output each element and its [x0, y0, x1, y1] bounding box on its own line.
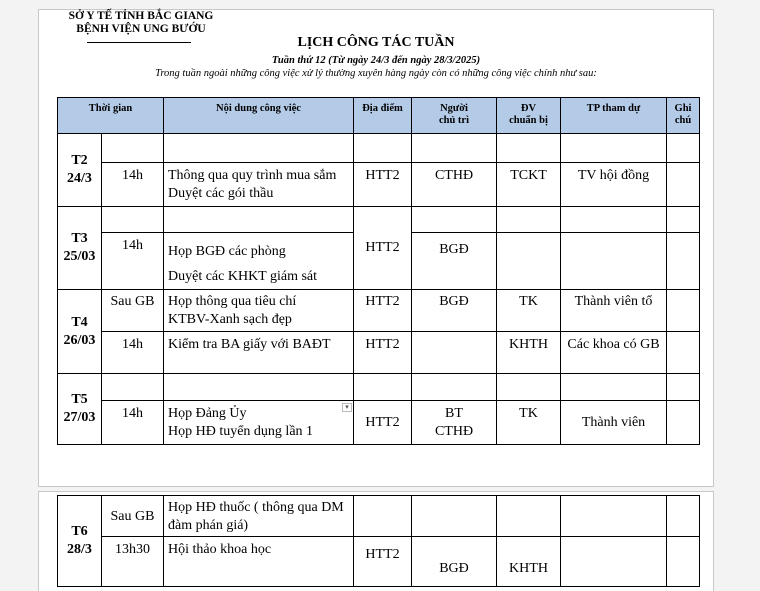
table-row [58, 163, 700, 207]
week-subtitle: Tuần thứ 12 (Từ ngày 24/3 đến ngày 28/3/2025) [271, 55, 481, 66]
content-line: Họp HĐ tuyển dụng lần 1 [168, 423, 314, 439]
header-host-line1: Người [440, 103, 468, 114]
note-cell[interactable] [667, 163, 700, 207]
table-row [58, 401, 700, 445]
empty-cell[interactable] [164, 134, 354, 163]
host-cell[interactable]: BGĐ [412, 290, 497, 332]
header-host [412, 98, 497, 134]
content-cell[interactable] [164, 290, 354, 332]
department-name: SỞ Y TẾ TỈNH BẮC GIANG [68, 10, 214, 22]
note-cell[interactable] [667, 496, 700, 537]
header-note-line1: Ghi [674, 103, 692, 114]
content-line: Họp HĐ thuốc ( thông qua DM [168, 500, 344, 515]
location-cell[interactable]: HTT2 [354, 537, 412, 587]
note-cell[interactable] [667, 401, 700, 445]
day-cell-t6 [58, 496, 102, 587]
day-label: T3 [71, 231, 88, 246]
host-line: CTHĐ [434, 423, 474, 439]
day-cell-t3 [58, 207, 102, 290]
host-cell[interactable]: CTHĐ [412, 163, 497, 207]
attend-cell[interactable] [561, 496, 667, 537]
content-line: Thông qua quy trình mua sắm [168, 167, 337, 183]
day-date: 25/03 [63, 249, 96, 264]
header-content: Nội dung công việc [164, 98, 354, 134]
day-date: 24/3 [67, 171, 92, 186]
document-title: LỊCH CÔNG TÁC TUẦN [297, 35, 455, 50]
day-label: T4 [71, 314, 88, 330]
day-date: 26/03 [63, 332, 96, 348]
document-page-2 [38, 491, 714, 591]
content-cell[interactable] [164, 496, 354, 537]
attend-cell[interactable]: Thành viên tổ [561, 290, 667, 332]
header-note [667, 98, 700, 134]
host-cell[interactable] [412, 496, 497, 537]
content-cell[interactable]: Hội thảo khoa học [164, 537, 354, 587]
empty-cell[interactable] [667, 134, 700, 163]
empty-cell[interactable] [164, 374, 354, 401]
header-prep-line2: chuẩn bị [509, 115, 548, 126]
content-cell[interactable]: Kiểm tra BA giấy với BAĐT [164, 332, 354, 374]
location-cell[interactable]: HTT2 [354, 163, 412, 207]
empty-cell[interactable] [412, 134, 497, 163]
note-cell[interactable] [667, 332, 700, 374]
empty-cell[interactable] [497, 134, 561, 163]
empty-cell[interactable] [412, 207, 497, 233]
empty-cell[interactable] [497, 374, 561, 401]
table-header-row [58, 98, 700, 134]
time-cell[interactable]: 13h30 [102, 537, 164, 587]
location-cell[interactable] [354, 496, 412, 537]
schedule-table-continued [57, 495, 700, 587]
empty-cell[interactable] [561, 134, 667, 163]
host-line: BT [445, 405, 463, 421]
content-line: Duyệt các KHKT giám sát [168, 269, 318, 284]
header-prep [497, 98, 561, 134]
day-cell-t5 [58, 374, 102, 445]
prep-cell[interactable]: TK [497, 290, 561, 332]
empty-cell[interactable] [354, 374, 412, 401]
day-cell-t4 [58, 290, 102, 374]
prep-cell[interactable]: KHTH [497, 537, 561, 587]
hospital-name: BỆNH VIỆN UNG BƯỚU [76, 23, 206, 35]
time-cell[interactable]: 14h [102, 401, 164, 445]
empty-cell[interactable] [102, 207, 164, 233]
attend-cell[interactable] [561, 537, 667, 587]
table-row [58, 374, 700, 401]
organization-header [67, 10, 215, 36]
host-cell[interactable]: BGĐ [412, 537, 497, 587]
table-row [58, 290, 700, 332]
empty-cell[interactable] [102, 374, 164, 401]
day-date: 27/03 [63, 410, 96, 425]
note-cell[interactable] [667, 537, 700, 587]
empty-cell[interactable] [354, 134, 412, 163]
prep-cell[interactable] [497, 233, 561, 290]
location-cell[interactable]: HTT2 [354, 332, 412, 374]
document-page-1 [38, 9, 714, 487]
day-label: T5 [71, 392, 88, 407]
day-label: T2 [71, 153, 88, 168]
content-line: đàm phán giá) [168, 518, 249, 533]
content-line: Duyệt các gói thầu [168, 185, 274, 201]
empty-cell[interactable] [412, 374, 497, 401]
host-cell[interactable]: BGĐ [412, 233, 497, 290]
empty-cell[interactable] [102, 134, 164, 163]
location-cell[interactable]: HTT2 [354, 207, 412, 290]
location-cell[interactable]: HTT2 [354, 401, 412, 445]
time-cell[interactable]: Sau GB [102, 496, 164, 537]
prep-cell[interactable]: KHTH [497, 332, 561, 374]
content-cell[interactable] [164, 163, 354, 207]
host-cell[interactable] [412, 401, 497, 445]
content-cell[interactable] [164, 233, 354, 290]
header-prep-line1: ĐV [520, 103, 537, 114]
note-cell[interactable] [667, 290, 700, 332]
content-cell[interactable] [164, 401, 354, 445]
host-cell[interactable] [412, 332, 497, 374]
prep-cell[interactable]: TK [497, 401, 561, 445]
table-row [58, 537, 700, 587]
time-cell[interactable]: 14h [102, 163, 164, 207]
schedule-table [57, 97, 700, 445]
empty-cell[interactable] [164, 207, 354, 233]
table-row [58, 134, 700, 163]
header-attend: TP tham dự [561, 98, 667, 134]
content-line: Họp Đảng Ủy [168, 405, 247, 421]
header-note-line2: chú [674, 115, 692, 126]
time-cell[interactable]: 14h [102, 233, 164, 290]
time-cell[interactable]: Sau GB [102, 290, 164, 332]
time-cell[interactable]: 14h [102, 332, 164, 374]
note-cell[interactable] [667, 233, 700, 290]
content-line: KTBV-Xanh sạch đẹp [168, 311, 292, 327]
empty-cell[interactable] [667, 374, 700, 401]
day-date: 28/3 [67, 542, 92, 557]
header-time: Thời gian [58, 98, 164, 134]
day-cell-t2 [58, 134, 102, 207]
table-row [58, 207, 700, 233]
day-label: T6 [71, 524, 88, 539]
content-line: Họp BGĐ các phòng [168, 244, 286, 259]
header-host-line2: chủ trì [438, 115, 470, 126]
empty-cell[interactable] [497, 207, 561, 233]
header-location: Địa điểm [354, 98, 412, 134]
empty-cell[interactable] [561, 374, 667, 401]
prep-cell[interactable]: TCKT [497, 163, 561, 207]
location-cell[interactable]: HTT2 [354, 290, 412, 332]
attend-cell[interactable] [561, 233, 667, 290]
prep-cell[interactable] [497, 496, 561, 537]
content-line: Họp thông qua tiêu chí [168, 293, 297, 309]
empty-cell[interactable] [561, 207, 667, 233]
attend-cell[interactable]: Các khoa có GB [561, 332, 667, 374]
empty-cell[interactable] [667, 207, 700, 233]
attend-cell[interactable]: Thành viên [561, 401, 667, 445]
dropdown-arrow-icon[interactable]: ▾ [342, 403, 352, 412]
intro-text: Trong tuần ngoài những công việc xử lý thường xuyên hàng ngày còn có những công việc chính như sau: [155, 68, 597, 79]
table-row [58, 496, 700, 537]
attend-cell[interactable]: TV hội đồng [561, 163, 667, 207]
table-row [58, 332, 700, 374]
